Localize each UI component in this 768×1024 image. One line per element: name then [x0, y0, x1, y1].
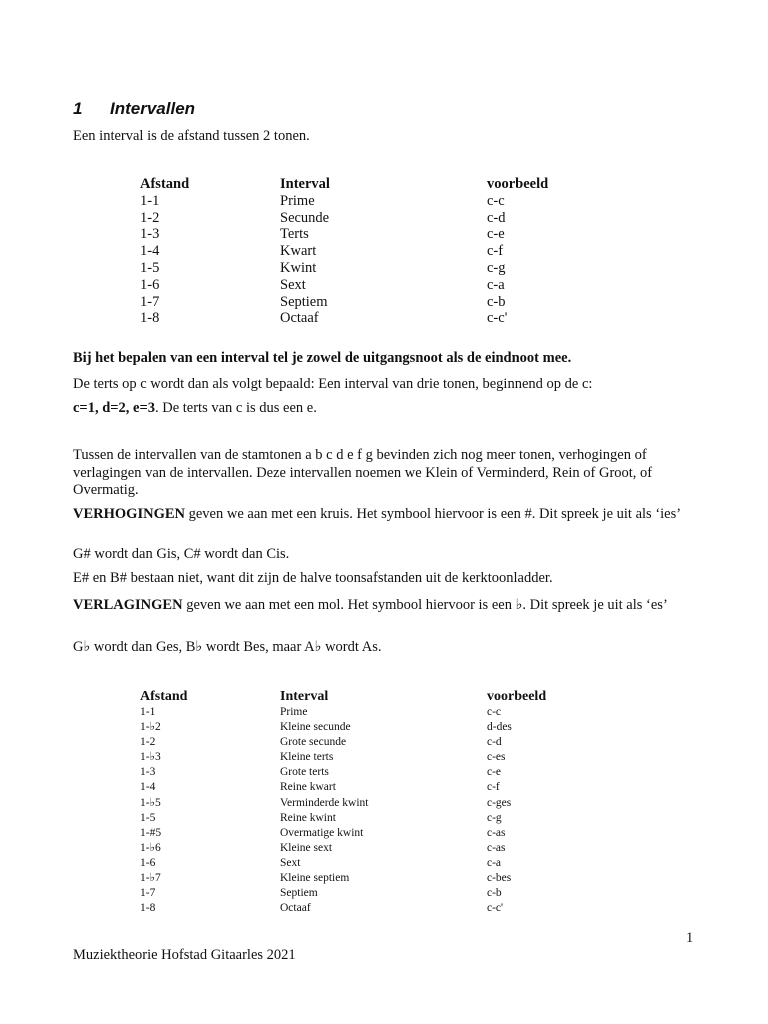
stamtonen-paragraph: Tussen de intervallen van de stamtonen a b c d e f g bevinden zich nog meer tonen, verhogingen of verlagingen van de intervallen. Deze intervallen noemen we Klein of Verminderd, Rein of Groot, of Overmatig. — [73, 447, 653, 498]
cell-afstand: 1-6 — [140, 856, 156, 869]
cell-voorbeeld: c-as — [487, 841, 506, 854]
header-afstand: Afstand — [140, 689, 188, 704]
cell-afstand: 1-♭2 — [140, 721, 161, 734]
cell-voorbeeld: c-a — [487, 856, 502, 869]
cell-interval: Kleine secunde — [280, 721, 351, 734]
cell-voorbeeld: c-d — [487, 209, 506, 226]
count-paragraph — [73, 400, 713, 418]
cell-voorbeeld: c-b — [487, 293, 506, 310]
table-row — [140, 856, 607, 871]
cell-interval: Reine kwint — [280, 811, 336, 824]
cell-voorbeeld: c-c' — [487, 902, 504, 915]
table-row — [140, 765, 607, 780]
verlagingen-paragraph — [73, 597, 713, 615]
cell-afstand: 1-2 — [140, 736, 156, 749]
cell-afstand: 1-♭6 — [140, 841, 161, 854]
page-number: 1 — [686, 930, 694, 946]
cell-voorbeeld: c-d — [487, 736, 502, 749]
table-row — [140, 811, 607, 826]
cell-afstand: 1-5 — [140, 811, 156, 824]
count-bold: c=1, d=2, e=3 — [73, 400, 155, 416]
cell-interval: Octaaf — [280, 310, 319, 327]
table-row — [140, 277, 607, 294]
interval-table-extended — [140, 688, 607, 916]
table-row — [140, 226, 607, 243]
cell-voorbeeld: c-f — [487, 243, 504, 260]
cell-interval: Grote secunde — [280, 736, 347, 749]
table-row — [140, 243, 607, 260]
cell-voorbeeld: c-as — [487, 826, 506, 839]
table-row — [140, 841, 607, 856]
cell-interval: Prime — [280, 706, 308, 718]
header-interval: Interval — [280, 176, 330, 192]
table-header-row — [140, 176, 607, 193]
cell-voorbeeld: c-b — [487, 887, 502, 900]
verhogingen-example: G# wordt dan Gis, C# wordt dan Cis. — [73, 546, 290, 562]
cell-voorbeeld: c-f — [487, 781, 500, 794]
table-row — [140, 780, 607, 795]
cell-interval: Sext — [280, 856, 301, 869]
cell-afstand: 1-7 — [140, 887, 156, 900]
page-footer: Muziektheorie Hofstad Gitaarles 2021 — [73, 947, 296, 963]
cell-interval: Reine kwart — [280, 781, 336, 794]
cell-afstand: 1-2 — [140, 209, 160, 226]
cell-afstand: 1-7 — [140, 293, 160, 310]
verhogingen-text: geven we aan met een kruis. Het symbool hiervoor is een #. Dit spreek je uit als ‘ies’ — [185, 506, 682, 522]
cell-interval: Septiem — [280, 887, 318, 900]
table-row — [140, 310, 607, 327]
cell-interval: Grote terts — [280, 766, 329, 779]
table-row — [140, 886, 607, 901]
cell-afstand: 1-♭5 — [140, 796, 161, 809]
cell-voorbeeld: d-des — [487, 721, 512, 734]
cell-afstand: 1-1 — [140, 192, 160, 209]
header-voorbeeld: voorbeeld — [487, 176, 549, 192]
table-row — [140, 193, 607, 210]
header-voorbeeld: voorbeeld — [487, 689, 547, 704]
cell-interval: Secunde — [280, 209, 330, 226]
cell-interval: Kwint — [280, 259, 317, 276]
cell-afstand: 1-4 — [140, 781, 156, 794]
cell-voorbeeld: c-a — [487, 276, 505, 293]
cell-afstand: 1-1 — [140, 706, 156, 718]
cell-afstand: 1-4 — [140, 243, 160, 260]
cell-interval: Octaaf — [280, 902, 311, 915]
cell-interval: Kwart — [280, 243, 317, 260]
table-row — [140, 210, 607, 227]
verhogingen-paragraph — [73, 506, 713, 524]
cell-voorbeeld: c-bes — [487, 872, 512, 885]
cell-voorbeeld: c-g — [487, 259, 506, 276]
cell-interval: Kleine terts — [280, 751, 334, 764]
cell-interval: Kleine septiem — [280, 872, 350, 885]
verlagingen-example: G♭ wordt dan Ges, B♭ wordt Bes, maar A♭ wordt As. — [73, 639, 382, 655]
cell-voorbeeld: c-e — [487, 766, 502, 779]
cell-voorbeeld: c-c — [487, 706, 502, 718]
table-row — [140, 750, 607, 765]
cell-afstand: 1-8 — [140, 310, 160, 327]
terts-paragraph: De terts op c wordt dan als volgt bepaald: Een interval van drie tonen, beginnend op de c: — [73, 376, 593, 392]
table-row — [140, 294, 607, 311]
cell-afstand: 1-3 — [140, 226, 160, 243]
cell-afstand: 1-6 — [140, 276, 160, 293]
cell-interval: Prime — [280, 192, 315, 209]
halve-toon-paragraph: E# en B# bestaan niet, want dit zijn de halve toonsafstanden uit de kerktoonladder. — [73, 570, 553, 586]
intro-paragraph: Een interval is de afstand tussen 2 tonen. — [73, 128, 310, 144]
cell-voorbeeld: c-es — [487, 751, 506, 764]
verhogingen-label: VERHOGINGEN — [73, 506, 185, 522]
cell-afstand: 1-8 — [140, 902, 156, 915]
table-row — [140, 796, 607, 811]
verlagingen-text: geven we aan met een mol. Het symbool hiervoor is een ♭. Dit spreek je uit als ‘es’ — [182, 597, 668, 613]
cell-interval: Sext — [280, 276, 306, 293]
table-row — [140, 735, 607, 750]
count-rest: . De terts van c is dus een e. — [154, 400, 317, 416]
table-row — [140, 720, 607, 735]
cell-afstand: 1-5 — [140, 259, 160, 276]
table-row — [140, 705, 607, 720]
cell-voorbeeld: c-ges — [487, 796, 512, 809]
cell-interval: Terts — [280, 226, 309, 243]
cell-interval: Septiem — [280, 293, 328, 310]
cell-afstand: 1-#5 — [140, 826, 162, 839]
cell-voorbeeld: c-e — [487, 226, 505, 243]
table-row — [140, 871, 607, 886]
cell-afstand: 1-♭7 — [140, 872, 161, 885]
cell-afstand: 1-♭3 — [140, 751, 161, 764]
verlagingen-label: VERLAGINGEN — [73, 597, 183, 613]
cell-interval: Overmatige kwint — [280, 826, 364, 839]
table-row — [140, 901, 607, 916]
header-interval: Interval — [280, 689, 329, 704]
table-header-row — [140, 688, 607, 705]
section-number: 1 — [73, 99, 83, 118]
section-title: Intervallen — [110, 99, 196, 118]
section-heading — [73, 99, 195, 119]
cell-voorbeeld: c-c — [487, 192, 505, 209]
cell-interval: Verminderde kwint — [280, 796, 369, 809]
cell-voorbeeld: c-g — [487, 811, 502, 824]
interval-table-basic — [140, 176, 607, 327]
cell-afstand: 1-3 — [140, 766, 156, 779]
header-afstand: Afstand — [140, 176, 190, 192]
bold-rule-paragraph: Bij het bepalen van een interval tel je zowel de uitgangsnoot als de eindnoot mee. — [73, 350, 572, 366]
table-row — [140, 826, 607, 841]
cell-voorbeeld: c-c' — [487, 310, 508, 327]
cell-interval: Kleine sext — [280, 841, 333, 854]
table-row — [140, 260, 607, 277]
